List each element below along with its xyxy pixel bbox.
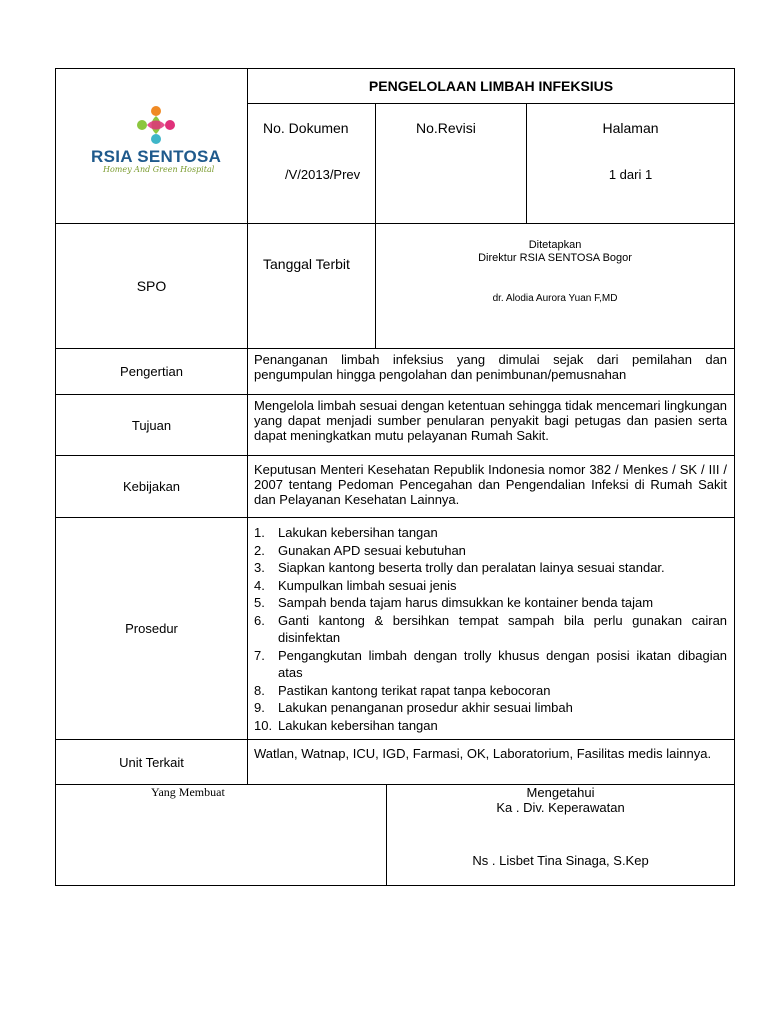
kebijakan-text: Keputusan Menteri Kesehatan Republik Indonesia nomor 382 / Menkes / SK / III / 2007 tentang Pedoman Pencegahan dan Pengendalian Infeksi di Rumah Sakit dan Pelayanan Kesehatan Lainnya. — [248, 456, 735, 518]
step-text: Kumpulkan limbah sesuai jenis — [278, 577, 457, 593]
prosedur-step — [254, 612, 727, 647]
unit-terkait-text: Watlan, Watnap, ICU, IGD, Farmasi, OK, Laboratorium, Fasilitas medis lainnya. — [248, 740, 735, 785]
yang-membuat-cell — [56, 785, 387, 886]
step-text: Sampah benda tajam harus dimsukkan ke kontainer benda tajam — [278, 595, 654, 610]
step-text: Ganti kantong & bersihkan tempat sampah bila perlu gunakan cairan disinfektan — [278, 612, 728, 645]
step-text: Lakukan penanganan prosedur akhir sesuai limbah — [278, 700, 573, 715]
step-number: 5. — [254, 595, 265, 610]
no-revisi-label: No.Revisi — [416, 120, 476, 136]
prosedur-step — [254, 524, 727, 542]
mengetahui-cell — [387, 785, 735, 886]
direktur-text: Direktur RSIA SENTOSA Bogor — [478, 252, 632, 264]
step-number: 10. — [254, 717, 273, 733]
logo-tagline: Homey And Green Hospital — [103, 165, 215, 174]
tujuan-text: Mengelola limbah sesuai dengan ketentuan sehingga tidak mencemari lingkungan yang dapat menjadi sumber penularan penyakit bagi petugas dan pasien serta dapat meningkatkan mutu pelayanan Rumah Sakit. — [248, 395, 735, 456]
mengetahui-label: Mengetahui — [526, 785, 595, 800]
ditetapkan-text: Ditetapkan — [528, 239, 582, 251]
halaman-label: Halaman — [602, 120, 659, 136]
tujuan-label: Tujuan — [56, 395, 248, 456]
step-number: 6. — [254, 612, 265, 628]
halaman-cell — [527, 104, 735, 224]
no-dokumen-value: /V/2013/Prev — [285, 167, 361, 182]
step-number: 4. — [254, 577, 265, 593]
step-number: 8. — [254, 682, 265, 698]
spo-document — [55, 68, 735, 886]
step-number: 9. — [254, 700, 265, 715]
prosedur-step — [254, 542, 727, 560]
halaman-value: 1 dari 1 — [608, 167, 653, 182]
prosedur-step — [254, 594, 727, 612]
prosedur-step — [254, 647, 727, 682]
prosedur-label: Prosedur — [56, 518, 248, 740]
step-text: Pengangkutan limbah dengan trolly khusus dengan posisi ikatan dibagian atas — [278, 647, 728, 680]
no-dokumen-label: No. Dokumen — [263, 120, 349, 136]
prosedur-list — [254, 524, 727, 734]
step-text: Pastikan kantong terikat rapat tanpa kebocoran — [278, 682, 551, 698]
jabatan-text: Ka . Div. Keperawatan — [496, 800, 625, 815]
no-dokumen-cell — [248, 104, 376, 224]
pengertian-label: Pengertian — [56, 349, 248, 395]
prosedur-step — [254, 699, 727, 717]
prosedur-step — [254, 577, 727, 595]
step-text: Siapkan kantong beserta trolly dan peralatan lainya sesuai standar. — [278, 560, 665, 575]
tanggal-terbit-label: Tanggal Terbit — [263, 256, 350, 272]
pengertian-text: Penanganan limbah infeksius yang dimulai sejak dari pemilahan dan pengumpulan hingga pengolahan dan penimbunan/pemusnahan — [248, 349, 735, 395]
step-text: Lakukan kebersihan tangan — [278, 717, 438, 733]
spo-label: SPO — [56, 224, 248, 349]
step-number: 1. — [254, 525, 265, 540]
signer-name: dr. Alodia Aurora Yuan F,MD — [492, 293, 618, 304]
ns-nama: Ns . Lisbet Tina Sinaga, S.Kep — [472, 853, 649, 868]
penetapan-cell — [376, 224, 735, 349]
yang-membuat-label: Yang Membuat — [151, 785, 225, 799]
logo-cell — [56, 69, 248, 224]
logo-name: RSIA SENTOSA — [91, 147, 222, 166]
prosedur-step — [254, 559, 727, 577]
no-revisi-cell — [376, 104, 527, 224]
tanggal-terbit-cell — [248, 224, 376, 349]
kebijakan-label: Kebijakan — [56, 456, 248, 518]
step-text: Gunakan APD sesuai kebutuhan — [278, 542, 466, 558]
prosedur-cell — [248, 518, 735, 740]
prosedur-step — [254, 717, 727, 735]
hospital-cross-logo-icon — [136, 105, 176, 145]
unit-terkait-label: Unit Terkait — [56, 740, 248, 785]
document-title: PENGELOLAAN LIMBAH INFEKSIUS — [248, 69, 735, 104]
step-number: 3. — [254, 560, 265, 575]
step-number: 2. — [254, 542, 265, 558]
step-text: Lakukan kebersihan tangan — [278, 525, 438, 540]
prosedur-step — [254, 682, 727, 700]
step-number: 7. — [254, 647, 265, 663]
